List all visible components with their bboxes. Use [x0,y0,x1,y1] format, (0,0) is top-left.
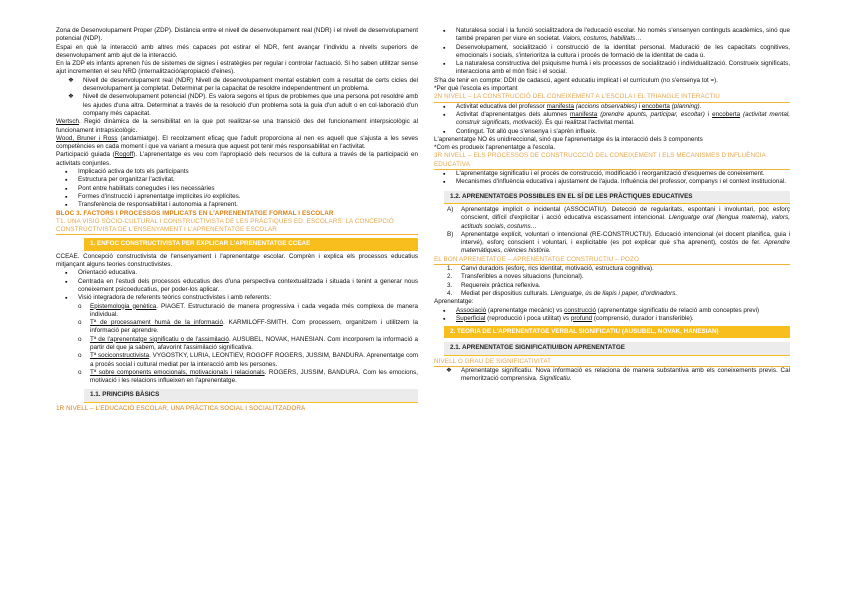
right-column [434,27,790,572]
reference-item: o Epistemologia genètica. PIAGET. Estructuració de manera progressiva i cada vegada més complexa de manera individual. [56,303,418,320]
bloc-heading: BLOC 3. FACTORS I PROCESSOS IMPLICATS EN L'APRENENTATGE FORMAL I ESCOLAR [56,209,334,217]
list-item: ▪ Pont entre habilitats conegudes i les necessàries [56,185,418,193]
learning-type-b: B) Aprenentatge explícit, voluntari o intencional (RE-CONSTRUCTIU). Educació intencional (el docent planifica, guia i intervé), esforç conscient i voluntari, i explicitable (es pot explicar què s'ha aprenent), costós de fer. Aprendre matemàtiques, ciències història. [447,230,790,255]
section-band-1: 1. ENFOC CONSTRUCTIVISTA PER EXPLICAR L'APRENENTATGE CCEAE [84,238,418,250]
list-item: ▪ Naturalesa social i la funció socialitzadora de l'educació escolar. No només s'ensenyen continguts acadèmics, sinó que també preparen per viure en societat. Valors, costums, habilitats… [434,27,790,44]
good-learning-item: 1. Canvi duradors (esforç, rics identitat, motivació, estructura cognitiva). [447,265,654,273]
level3-heading: 3R NIVELL – ELS PROCESSOS DE CONSTRUCCCIÓ DEL CONEIXEMENT I ELS MECANISMES D'INFLUÈNCIA EDUCATIVA [434,152,790,170]
triangle-item: ▪ Activitat educativa del professor manifesta (accions observables) i encoberta (planning). [434,103,790,111]
list-item: ▪ La naturalesa constructiva del psiquisme humà i els processos de socialització i individualització. Construeix significats, interacciona amb el món físic i el social. [434,60,790,77]
unidirectional-note: L'aprenentatge NO és unidireccional, sinó que l'aprenentatge és la interacció dels 3 components [434,135,703,143]
level2-heading: 2N NIVELL – LA CONSTRUCCIÓ DEL CONEIXEMENT A L'ESCOLA I EL TRIANGLE INTERACTIU [434,93,790,102]
good-learning-item: 4. Mediat per dispositius culturals. Llenguatge, ús de llapis i paper, d'ordinadors. [447,289,678,297]
t1-heading: T1. UNA VISIÓ SÒCIO-CULTURAL I CONSTRUCTIVISTA DE LES PRÀCTIQUES ED. ESCOLARS: LA CONCEPCIÓ CONSTRUCTIVISTA DE L'ENSENYAMENT I L'APRENENTATGE ESCOLAR [56,218,418,236]
list-item: ▪ Implicació activa de tots els participants [56,168,418,176]
list-item: ▪ Formes d'instrucció i aprenentatge implícites i/o explícites. [56,193,418,201]
zdp-space: Espai en què la interacció amb altres més capaces pot estirar el NDR, fent avançar l'individu a nivells superiors de desenvolupament amb ajut de la interacció. [56,43,418,59]
triangle-item: ▪ Contingut. Tot allò que s'ensenya i s'aprèn influeix. [434,128,790,136]
rogoff-author: Rogoff [114,151,134,159]
participation-paragraph: Participació guiada (Rogoff). L'aprenentatge es veu com l'apropiació dels recursos de la cultura a través de la participació en activitats conjuntes. [56,151,418,167]
zdp-definition: Zona de Desenvolupament Proper (ZDP). Distància entre el nivell de desenvolupament real (NDR) i el nivell de desenvolupament potencial (NDP). [56,27,418,43]
why-school-note: *Per què l'escola es important [434,85,518,93]
wertsch-author: Wertsch [56,118,79,126]
reference-item: o Tª sobre components emocionals, motivacionals i relacionals. ROGERS, JUSSIM, BANDURA. Com les emocions, motivació i les relacions influeixen en l'aprenentatge. [56,369,418,386]
ndp-item: ❖ Nivell de desenvolupament potencial (NDP). Es valora segons el tipus de problemes que una persona pot resoldre amb les ajudes d'una altra. Determinat a través de la resolució d'un problema sota la guia d'un adult o en col·laboració d'un company més capacitat. [56,93,418,118]
learning-type-a: A) Aprenentatge implícit o incidental (ASSOCIATIU). Detecció de regularitats, espontani i involuntari, poc esforç conscient, difícil d'explicitar i acció educativa escassament intencional. Llenguatge oral (llengua materna), valors, actituds socials, costums… [447,205,790,230]
good-learning-item: 3. Requereix pràctica reflexiva. [447,281,541,289]
good-learning-item: 2. Transferibles a noves situacions (funcional). [447,273,584,281]
level1-heading: 1R NIVELL – L'EDUCACIÓ ESCOLAR, UNA PRÀCTICA SOCIAL I SOCIALITZADORA [56,404,306,412]
section-band-1-2: 1.2. APRENENTATGES POSSIBLES EN EL SÍ DE LES PRÀCTIQUES EDUCATIVES [444,191,790,204]
wood-paragraph: Wood, Bruner i Ross (andamiatge). El recolzament eficaç que l'adult proporciona al nen es aquell que s'ajusta a les seves competències en cada moment i que va variant a mesura que aquest pot tenir més responsabilitat en l'activitat. [56,134,418,151]
list-item: ▪ Superficial (reproducció i poca utilitat) vs profund (comprensió, durador i transferible). [434,315,790,323]
reference-item: o Tª de processament humà de la informació. KARMILOFF-SMITH. Com processem, organitzem i utilitzem la informació per aprendre. [56,319,418,336]
cceae-paragraph: CCEAE. Concepció constructivista de l'ensenyament i l'aprenentatge escolar. Comprèn i explica els processos educatius mitjançant alguns teories constructivistes. [56,252,418,269]
left-column [56,27,418,572]
list-item: ▪ Visió integradora de referents teòrics constructivistes i amb referents: [56,294,418,302]
list-item: ▪ Transferència de responsabilitat i autonomia a l'aprenent. [56,201,418,209]
list-item: ▪ Orientació educativa. [56,269,418,277]
list-item: ▪ Desenvolupament, socialització i construcció de la identitat personal. Maduració de les capacitats cognitives, emocionals i socials, s'interioritza la cultura i procés de formació de la identitat de cada ú. [434,44,790,61]
section-band-1-1: 1.1. PRINCIPIS BÀSICS [84,389,418,402]
reference-item: o Tª sociconstructivista. VYGOSTKY, LURIA, LEONTIEV, ROGOFF ROGERS, JUSSIM, BANDURA. Aprenentatge com a procés social i cultural mediat per la interacció amb les persones. [56,352,418,369]
list-item: ▪ L'aprenentatge significatiu i el procés de construcció, modificació i reorganització d'esquemes de coneixement. [434,170,790,178]
section-band-2-1: 2.1. APRENENTATGE SIGNIFICATIU/BON APRENENTATGE [444,342,790,355]
list-item: ▪ Estructura per organitzar l'activitat. [56,176,418,184]
reference-item: o Tª de l'aprenentatge significatiu o de l'assimilació. AUSUBEL, NOVAK, HANESIAN. Com incorporem la informació a partir del que ja sabem, afavorint l'assimilació significativa. [56,336,418,353]
wertsch-paragraph: Wertsch. Regió dinàmica de la sensibilitat en la que pot realitzar-se una transició des del funcionament interpsicològic al funcionament intrapsicològic. [56,118,418,134]
zdp-signs: En la ZDP els infants aprenen l'ús de sistemes de signes i estratègies per regular i controlar l'actuació. Si ho saben utilitzar sense ajut incrementen el seu NRD (internalització/apropiació d'eines). [56,60,418,76]
significance-heading: NIVELL O GRAU DE SIGNIFICATIVITAT [434,358,790,367]
triangle-item: ▪ Activitat d'aprenentatges dels alumnes manifesta (prendre apunts, participar, escoltar) i encoberta (activitat mental, construir significats, motivació). És qui realitzat l'activitat mental. [434,111,790,128]
list-item: ▪ Mecanismes d'influència educativa i ajustament de l'ajuda. Influència del professor, companys i el context institucional. [434,178,790,186]
section-band-2: 2. TEORIA DE L'APRENENTATGE VERBAL SIGNIFICATIU (AUSUBEL, NOVAK, HANESIAN) [444,326,790,338]
how-learning-note: *Com es produeix l'aprenentatge a l'escola. [434,144,556,152]
list-item: ▪ Associació (aprenentatge mecànic) vs construcció (aprenentatge significatiu de relació amb conceptes previ) [434,307,790,315]
take-into-account: S'ha de tenir en compte: DDII de cadascú, agent educatiu implicat i el currículum (no s'ensenya tot =). [434,76,718,84]
wood-author: Wood, Bruner i Ross [56,134,118,142]
significant-learning-item: ❖ Aprenentatge significatiu. Nova informació es relaciona de manera substantiva amb els coneixements previs. Cal memorització comprensiva. Significatiu. [434,367,790,384]
ndr-item: ❖ Nivell de desenvolupament real (NDR) Nivell de desenvolupament mental establert com a resultat de certs cicles del desenvolupament ja completat. Determinat per la capacitat de resoldre independentment un problema. [56,77,418,94]
good-learning-heading: EL BON APRENETATGE – APRENENTATGE CONSTRUCTIU – POZO [434,256,790,265]
list-item: ▪ Centrada en l'estudi dels processos educatius des d'una perspectiva contextualitzada i situada i tenint a generar nous coneixement psicoeducatius, per poder-los aplicar. [56,278,418,295]
learning-label: Aprenentatge: [434,298,474,306]
